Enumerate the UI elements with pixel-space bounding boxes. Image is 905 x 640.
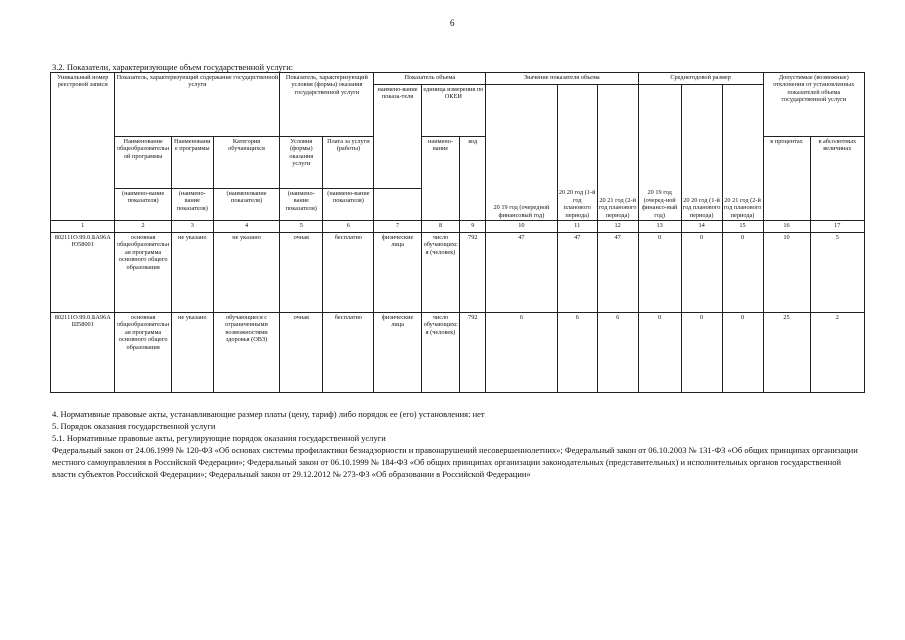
- header-content-indicator: Показатель, характеризующий содержание государственной услуги: [115, 73, 280, 137]
- col-number: 4: [213, 221, 280, 233]
- value-2020: 47: [557, 233, 597, 313]
- value-2019: 47: [486, 233, 558, 313]
- registry-id: 802111О.99.0.БА96АШ58001: [51, 313, 115, 393]
- col-number: 12: [597, 221, 638, 233]
- avg-2019: 0: [638, 233, 681, 313]
- avg-2019: 0: [638, 313, 681, 393]
- col-number: 15: [722, 221, 763, 233]
- page-number: 6: [450, 18, 455, 28]
- volume-name: физические лица: [374, 233, 421, 313]
- header-conditions-indicator: Показатель, характеризующий условия (формы) оказания государственной услуги: [280, 73, 374, 137]
- header-indicator-name: (наимено-вание показателя): [115, 189, 171, 221]
- col-number: 1: [51, 221, 115, 233]
- value-2021: 47: [597, 233, 638, 313]
- col-number: 2: [115, 221, 171, 233]
- student-category: обучающиеся с ограниченными возможностями здоровья (ОВЗ): [213, 313, 280, 393]
- service-form: очная: [280, 313, 323, 393]
- value-2021: 6: [597, 313, 638, 393]
- col-number: 16: [763, 221, 810, 233]
- avg-2021: 0: [722, 233, 763, 313]
- header-indicator-name: (наимено-вание показателя): [171, 189, 213, 221]
- volume-name: физические лица: [374, 313, 421, 393]
- header-volume-value: Значение показателя объема: [486, 73, 639, 85]
- service-payment: бесплатно: [323, 313, 374, 393]
- service-payment: бесплатно: [323, 233, 374, 313]
- note-service-order: 5. Порядок оказания государственной услуги: [52, 421, 216, 431]
- col-number: 13: [638, 221, 681, 233]
- header-volume-name: наимено-вание показа-теля: [374, 85, 421, 189]
- programs-name: не указано: [171, 313, 213, 393]
- col-number: 5: [280, 221, 323, 233]
- avg-2020: 0: [681, 233, 722, 313]
- table-row: [51, 313, 865, 393]
- header-indicator-name: (наимено-вание показателя): [323, 189, 374, 221]
- col-number: 3: [171, 221, 213, 233]
- header-sub-payment: Плата за услуги (работы): [323, 137, 374, 189]
- programs-name: не указано: [171, 233, 213, 313]
- note-laws-list: Федеральный закон от 24.06.1999 № 120-ФЗ «Об основах системы профилактики безнадзорности и правонарушений несовершеннолетних»; Федеральный закон от 06.10.2003 № 131-ФЗ «Об общих принципах организации местного самоуправления в Российской Федерации»; Федеральный закон от 06.10.1999 № 184-ФЗ «Об общих принципах организации законодательных (представительных) и исполнительных органов государственной власти субъектов Российской Федерации»; Федеральный закон от 29.12.2012 № 273-ФЗ «Об образовании в Российской Федерации»: [52, 445, 858, 479]
- header-unit-code: код: [460, 137, 486, 221]
- avg-2020: 0: [681, 313, 722, 393]
- col-number: 17: [810, 221, 864, 233]
- value-2019: 6: [486, 313, 558, 393]
- header-deviation: Допустимые (возможные) отклонения от установленных показателей объема государственной услуги: [763, 73, 865, 137]
- header-sub-category: Категория обучающихся: [213, 137, 280, 189]
- header-unique-number: Уникальный номер реестровой записи: [51, 73, 115, 221]
- note-payment-acts: 4. Нормативные правовые акты, устанавливающие размер платы (цену, тариф) либо порядок ее (его) установления: нет: [52, 409, 485, 419]
- header-sub-programs: Наименование программы: [171, 137, 213, 189]
- header-unit: единица измерения по ОКЕИ: [421, 85, 486, 137]
- header-indicator-name: (наименование показателя): [213, 189, 280, 221]
- registry-id: 802111О.99.0.БА96АЮ58001: [51, 233, 115, 313]
- deviation-percent: 25: [763, 313, 810, 393]
- service-form: очная: [280, 233, 323, 313]
- header-sub-program: Наименование общеобразовательной программы: [115, 137, 171, 189]
- table-row: [51, 233, 865, 313]
- header-sub-conditions: Условия (формы) оказания услуги: [280, 137, 323, 189]
- deviation-percent: 10: [763, 233, 810, 313]
- deviation-absolute: 5: [810, 233, 864, 313]
- header-avg-size: Среднегодовой размер: [638, 73, 763, 85]
- program-name: основная общеобразовательная программа основного общего образования: [115, 313, 171, 393]
- col-number: 9: [460, 221, 486, 233]
- header-year-6: 20 21 год (2-й год планового периода): [722, 85, 763, 221]
- header-unit-name: наимено-вание: [421, 137, 460, 221]
- header-dev-absolute: в абсолютных величинах: [810, 137, 864, 221]
- header-year-2: 20 20 год (1-й год планового периода): [557, 85, 597, 221]
- avg-2021: 0: [722, 313, 763, 393]
- col-number: 8: [421, 221, 460, 233]
- unit-code: 792: [460, 233, 486, 313]
- col-number: 11: [557, 221, 597, 233]
- header-year-3: 20 21 год (2-й год планового периода): [597, 85, 638, 221]
- unit-name: число обучающихся (человек): [421, 313, 460, 393]
- col-number: 6: [323, 221, 374, 233]
- note-regulating-acts: 5.1. Нормативные правовые акты, регулирующие порядок оказания государственной услуги: [52, 433, 386, 443]
- header-volume-indicator: Показатель объема: [374, 73, 486, 85]
- header-volume-name-cont: [374, 189, 421, 221]
- header-year-1: 20 19 год (очередной финансовый год): [486, 85, 558, 221]
- notes-section: [52, 408, 867, 480]
- program-name: основная общеобразовательная программа основного общего образования: [115, 233, 171, 313]
- section-title: 3.2. Показатели, характеризующие объем государственной услуги:: [52, 62, 294, 72]
- deviation-absolute: 2: [810, 313, 864, 393]
- header-year-5: 20 20 год (1-й год планового периода): [681, 85, 722, 221]
- student-category: не указано: [213, 233, 280, 313]
- unit-name: число обучающихся (человек): [421, 233, 460, 313]
- unit-code: 792: [460, 313, 486, 393]
- header-year-4: 20 19 год (очеред-ной финансо-вый год): [638, 85, 681, 221]
- header-indicator-name: (наимено-вание показателя): [280, 189, 323, 221]
- col-number: 10: [486, 221, 558, 233]
- volume-indicators-table: [50, 72, 865, 393]
- header-dev-percent: в процентах: [763, 137, 810, 221]
- col-number: 7: [374, 221, 421, 233]
- value-2020: 6: [557, 313, 597, 393]
- col-number: 14: [681, 221, 722, 233]
